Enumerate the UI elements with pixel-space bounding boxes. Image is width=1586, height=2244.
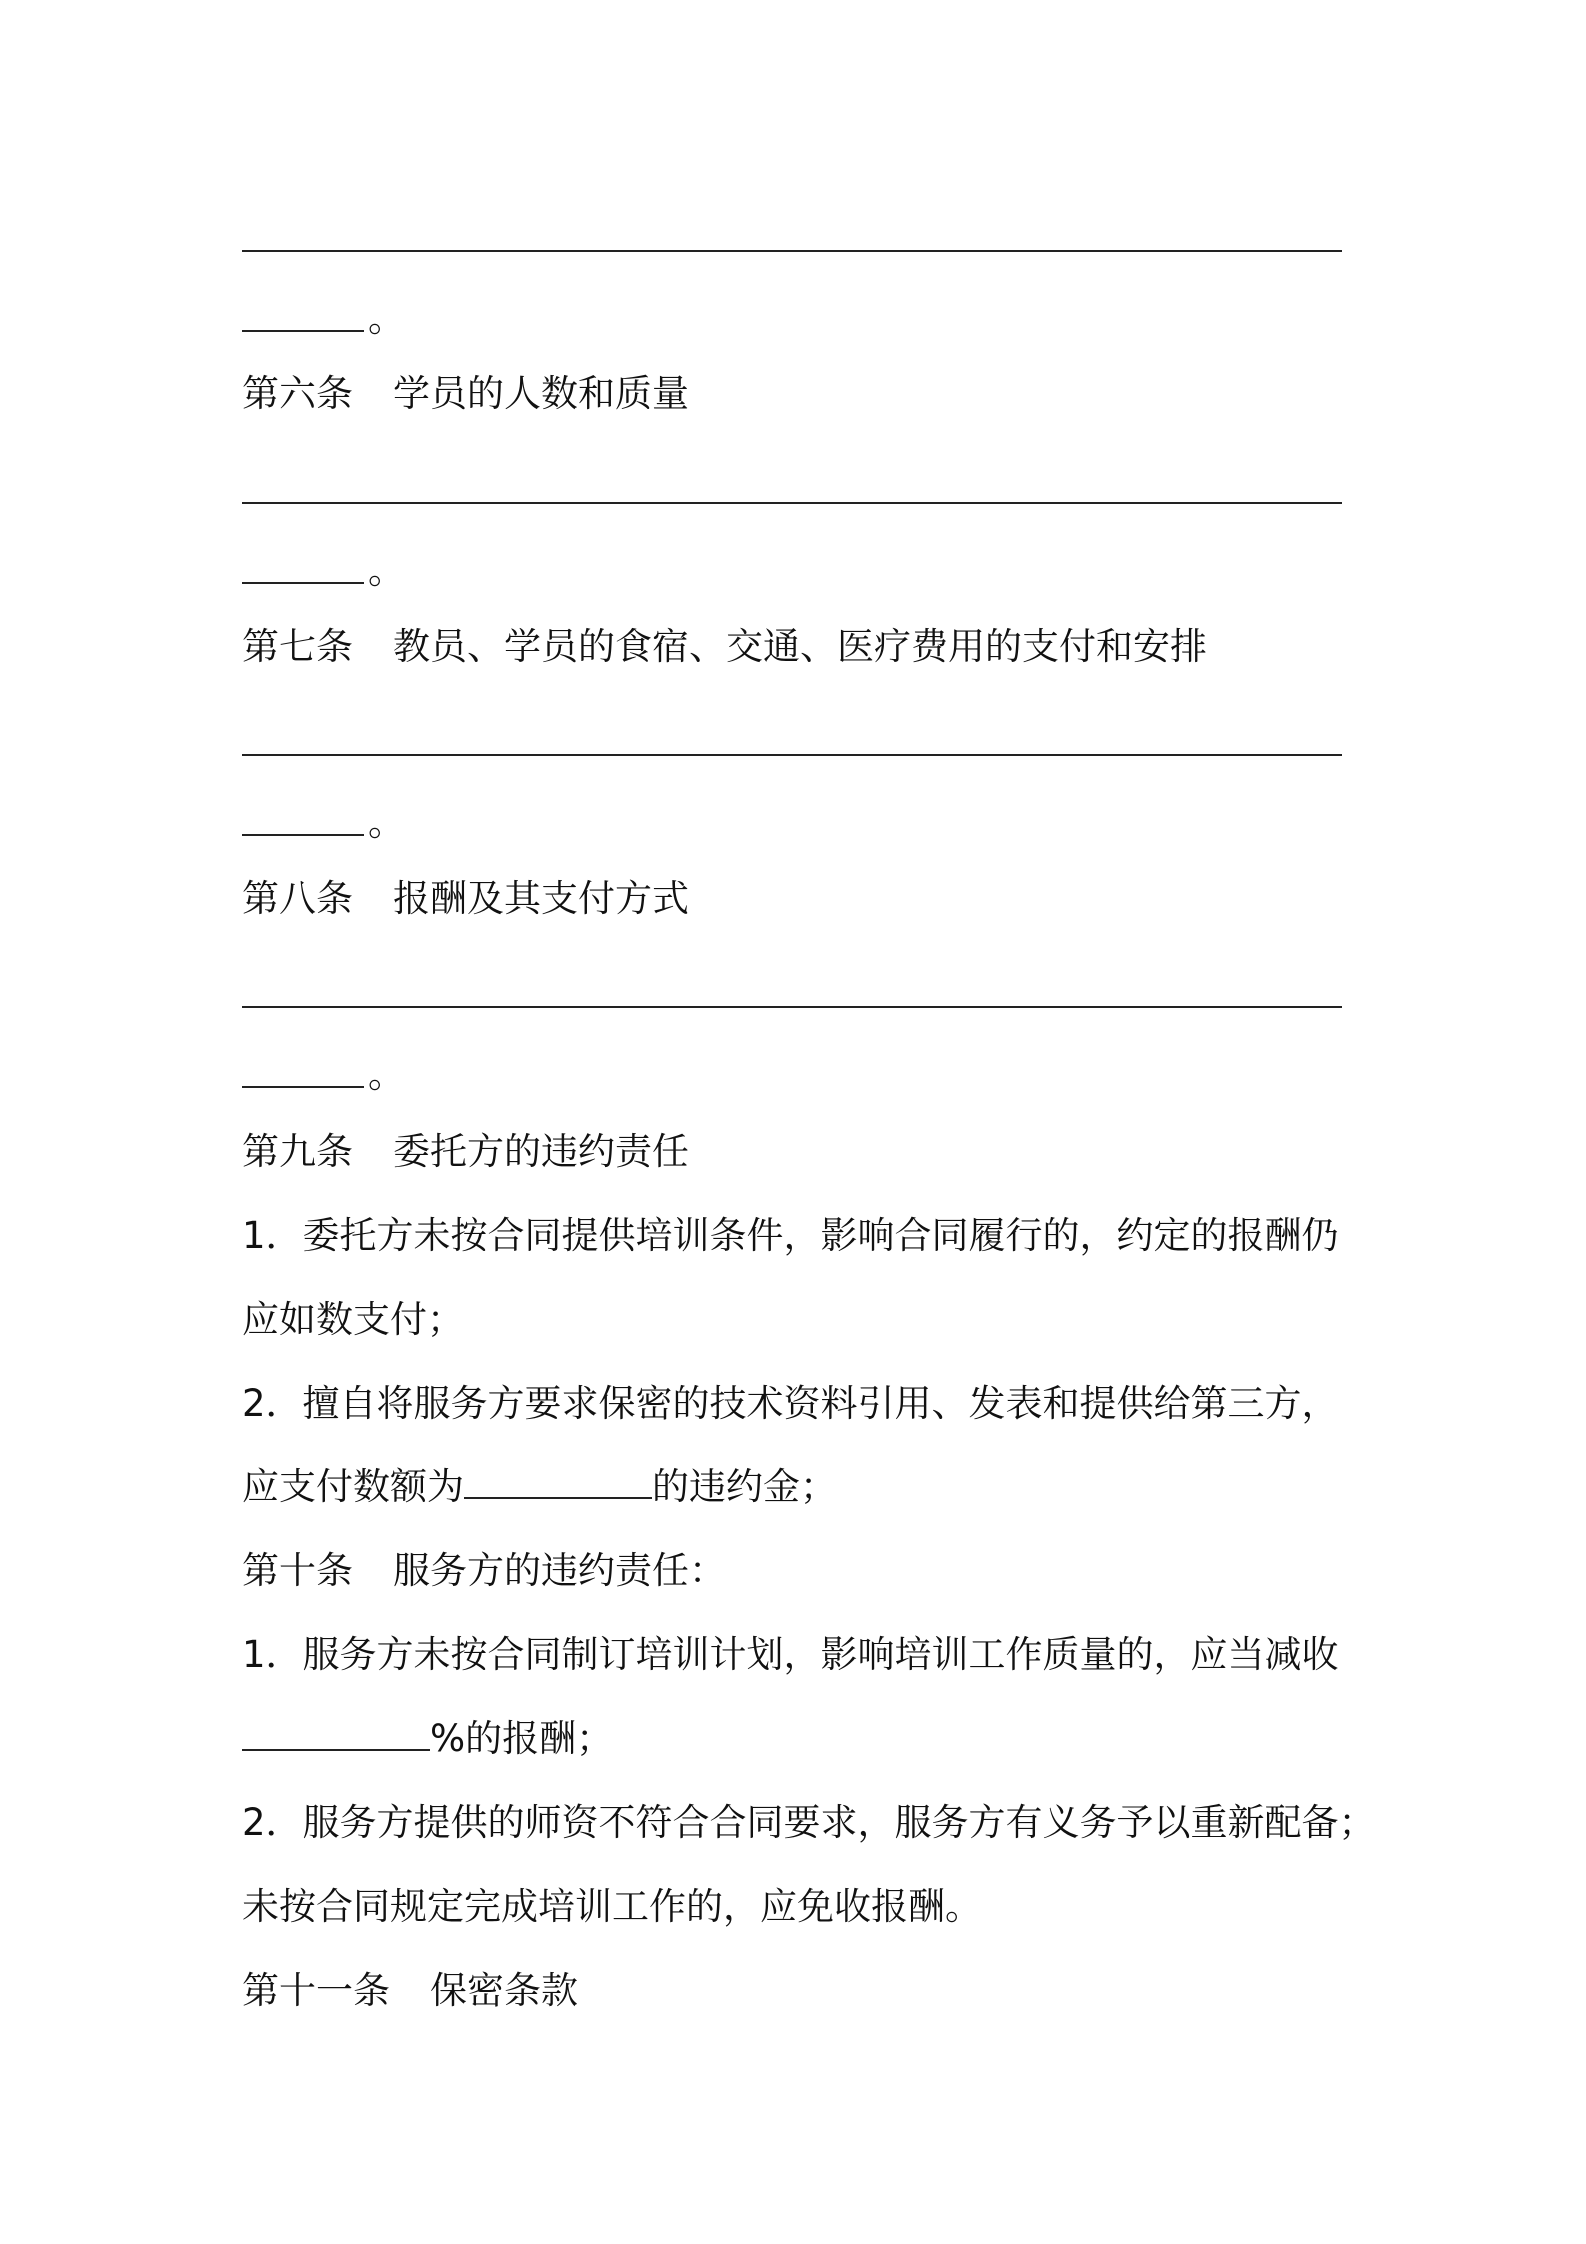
period: 。 — [368, 297, 405, 340]
clause-text-part: 的违约金； — [652, 1465, 837, 1508]
fill-blank-inline[interactable] — [464, 1496, 652, 1499]
clause-text-part: 应支付数额为 — [242, 1465, 464, 1508]
fill-blank-line[interactable] — [242, 330, 364, 332]
section-title: 委托方的违约责任 — [393, 1130, 689, 1173]
period: 。 — [368, 801, 405, 844]
section-number: 第六条 — [242, 372, 353, 415]
section-heading — [242, 1969, 578, 2012]
clause-text: 2．擅自将服务方要求保密的技术资料引用、发表和提供给第三方， — [242, 1382, 1339, 1425]
clause-text: 未按合同规定完成培训工作的，应免收报酬。 — [242, 1885, 982, 1928]
clause-text — [242, 1717, 614, 1760]
clause-text — [242, 1465, 837, 1508]
section-number: 第十条 — [242, 1549, 353, 1592]
section-heading — [242, 372, 689, 415]
clause-text-part: %的报酬； — [430, 1717, 614, 1760]
section-number: 第八条 — [242, 877, 353, 920]
section-title: 学员的人数和质量 — [393, 372, 689, 415]
section-title: 教员、学员的食宿、交通、医疗费用的支付和安排 — [393, 625, 1207, 668]
fill-blank-line[interactable] — [242, 582, 364, 584]
fill-blank-inline[interactable] — [242, 1748, 430, 1751]
section-heading — [242, 1130, 689, 1173]
fill-blank-line[interactable] — [242, 502, 1342, 504]
section-number: 第九条 — [242, 1130, 353, 1173]
section-number: 第十一条 — [242, 1969, 390, 2012]
section-title: 报酬及其支付方式 — [393, 877, 689, 920]
section-heading — [242, 625, 1207, 668]
section-title: 服务方的违约责任： — [393, 1549, 726, 1592]
fill-blank-line[interactable] — [242, 250, 1342, 252]
clause-text: 1．委托方未按合同提供培训条件，影响合同履行的，约定的报酬仍 — [242, 1214, 1339, 1257]
period: 。 — [368, 1053, 405, 1096]
fill-blank-line[interactable] — [242, 1086, 364, 1088]
fill-blank-line[interactable] — [242, 1006, 1342, 1008]
clause-text: 应如数支付； — [242, 1298, 464, 1341]
section-heading — [242, 877, 689, 920]
section-title: 保密条款 — [430, 1969, 578, 2012]
section-heading — [242, 1549, 726, 1592]
clause-text: 2．服务方提供的师资不符合合同要求，服务方有义务予以重新配备； — [242, 1801, 1376, 1844]
section-number: 第七条 — [242, 625, 353, 668]
period: 。 — [368, 549, 405, 592]
fill-blank-line[interactable] — [242, 834, 364, 836]
clause-text: 1．服务方未按合同制订培训计划，影响培训工作质量的，应当减收 — [242, 1633, 1339, 1676]
fill-blank-line[interactable] — [242, 754, 1342, 756]
